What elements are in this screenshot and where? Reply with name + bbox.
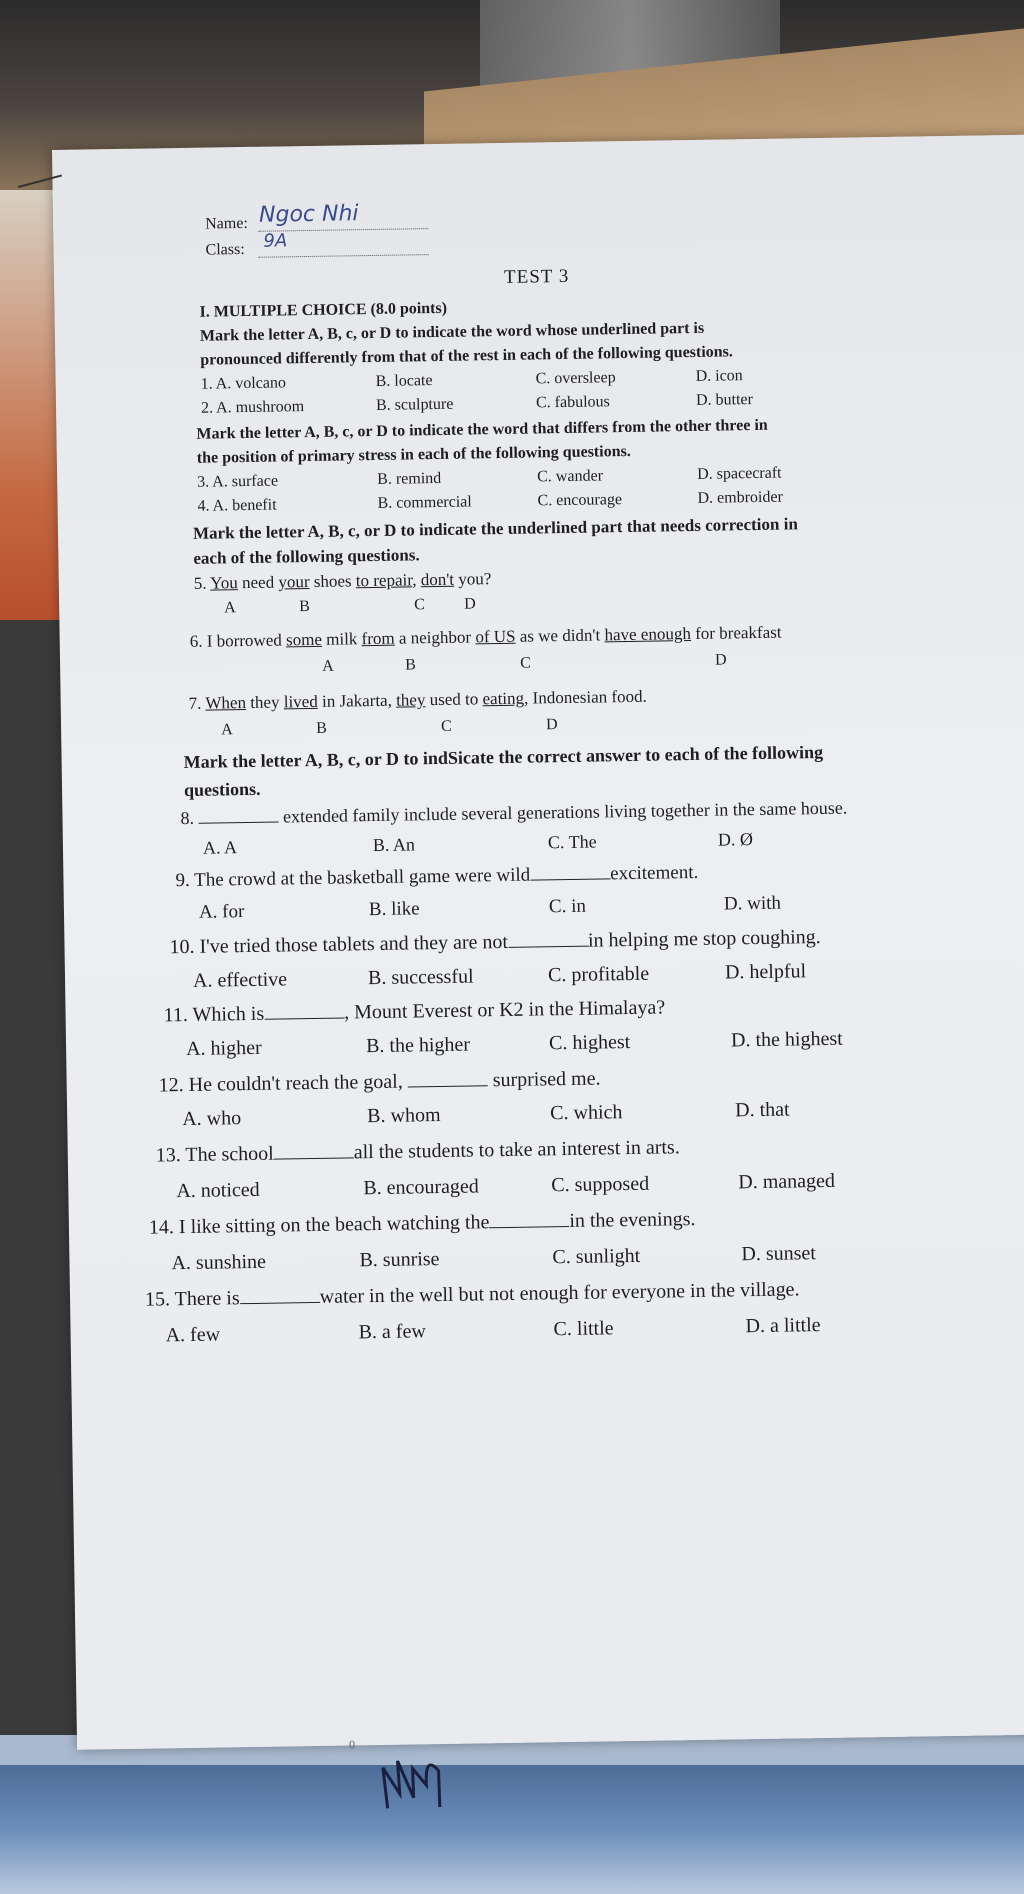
answer-blank: [508, 932, 588, 948]
sentence-text: The school: [185, 1142, 274, 1167]
question-number: 9.: [175, 869, 190, 892]
test-title: TEST 3: [503, 265, 570, 288]
option-b: B. An: [372, 834, 416, 856]
sentence-text: surprised me.: [492, 1067, 601, 1092]
label-d: D: [545, 716, 558, 734]
sentence-text: I borrowed: [206, 630, 287, 651]
answer-blank: [198, 808, 278, 824]
option-c: C. supposed: [551, 1172, 650, 1197]
underlined-part-c: they: [395, 690, 426, 710]
option-b: B. encouraged: [363, 1175, 480, 1200]
underlined-part-b: your: [278, 572, 310, 592]
underlined-part-d: don't: [420, 569, 455, 590]
question-number: 8.: [180, 807, 195, 829]
answer-blank: [530, 864, 610, 880]
option-d: D. spacecraft: [697, 464, 782, 483]
class-value: 9A: [263, 230, 288, 252]
label-b: B: [299, 598, 311, 616]
sentence-text: I've tried those tablets and they are not: [199, 930, 509, 958]
option-c: C. The: [547, 831, 597, 853]
option-b: B. locate: [375, 372, 433, 390]
sentence-text: all the students to take an interest in arts.: [353, 1136, 680, 1164]
question-number: 7.: [188, 693, 202, 713]
option-b: B. like: [368, 898, 420, 921]
label-d: D: [464, 595, 476, 613]
option-c: C. oversleep: [535, 369, 616, 388]
answer-blank: [408, 1071, 488, 1087]
underlined-part-a: When: [205, 693, 247, 713]
sentence-text: He couldn't reach the goal,: [188, 1070, 403, 1096]
page-number: 0: [348, 1737, 356, 1752]
label-c: C: [440, 717, 452, 735]
option-b: B. commercial: [377, 493, 472, 512]
label-b: B: [404, 656, 416, 674]
class-line: [259, 254, 429, 258]
sentence-text: used to: [425, 689, 483, 710]
option-a: A. who: [182, 1107, 242, 1131]
question-number: 4.: [197, 497, 210, 515]
section-heading: I. MULTIPLE CHOICE (8.0 points): [199, 299, 448, 321]
question-sentence: [180, 798, 847, 829]
question-number: 10.: [169, 935, 195, 959]
sentence-text: milk: [321, 629, 362, 649]
option-d: D. icon: [695, 367, 743, 385]
name-value: Ngoc Nhi: [258, 201, 359, 228]
underlined-part-c: of US: [475, 626, 516, 647]
instruction-correction-1: Mark the letter A, B, c, or D to indicate the underlined part that needs correction in: [192, 514, 798, 543]
sentence-text: The crowd at the basketball game were wild: [193, 864, 531, 891]
question-number: 1.: [200, 375, 213, 393]
sentence-text: need: [237, 572, 279, 593]
sentence-text: shoes: [309, 571, 356, 592]
question-number: 6.: [189, 631, 203, 651]
label-a: A: [322, 657, 334, 675]
instruction-pronunciation-1: Mark the letter A, B, c, or D to indicate the word whose underlined part is: [199, 319, 705, 345]
option-a: A. few: [165, 1323, 221, 1347]
option-c: C. encourage: [537, 491, 623, 510]
sentence-text: Which is: [192, 1002, 265, 1026]
option-d: D. with: [723, 892, 782, 915]
option-b: B. remind: [377, 469, 442, 488]
question-sentence: [149, 1208, 696, 1240]
instruction-stress-2: the position of primary stress in each of the following questions.: [196, 442, 631, 467]
option-a: A. benefit: [212, 496, 277, 515]
question-number: 15.: [144, 1288, 171, 1311]
question-sentence: [156, 1136, 680, 1167]
sentence-text: , Mount Everest or K2 in the Himalaya?: [343, 996, 666, 1024]
option-d: D. butter: [695, 391, 754, 409]
option-b: B. whom: [367, 1104, 441, 1128]
question-number: 2.: [200, 399, 214, 417]
option-c: C. wander: [537, 467, 604, 486]
instruction-correction-2: each of the following questions.: [193, 545, 420, 568]
background-bottom: [0, 1735, 1024, 1894]
option-b: B. sculpture: [375, 395, 454, 414]
option-b: B. sunrise: [359, 1248, 440, 1272]
question-number: 5.: [193, 573, 207, 593]
question-number: 3.: [197, 473, 210, 491]
sentence-text: as we didn't: [515, 625, 605, 646]
underlined-part-d: eating: [482, 688, 525, 709]
option-b: B. a few: [358, 1320, 426, 1344]
option-c: C. fabulous: [535, 393, 610, 412]
option-b: B. the higher: [365, 1033, 471, 1058]
instruction-answer-1: Mark the letter A, B, c, or D to indSicate the correct answer to each of the following: [183, 741, 824, 773]
sentence-text: they: [245, 692, 284, 713]
test-sheet: [52, 135, 1024, 1750]
option-a: A. surface: [212, 472, 279, 491]
label-c: C: [519, 654, 531, 672]
answer-blank: [274, 1143, 354, 1159]
question-sentence: [169, 926, 821, 959]
option-d: D. Ø: [717, 829, 754, 850]
sentence-text: you?: [453, 569, 492, 589]
instruction-answer-2: questions.: [183, 778, 261, 801]
sentence-text: a neighbor: [394, 627, 476, 648]
option-d: D. embroider: [697, 488, 783, 507]
answer-blank: [489, 1212, 569, 1228]
question-number: 14.: [148, 1216, 175, 1239]
option-a: A. for: [198, 901, 245, 923]
question-sentence: [189, 687, 647, 714]
option-c: C. little: [553, 1317, 614, 1341]
name-label: Name:: [205, 214, 248, 233]
sentence-text: water in the well but not enough for everyone in the village.: [319, 1278, 800, 1308]
option-a: A. sunshine: [171, 1250, 267, 1275]
sentence-text: ,: [412, 570, 421, 590]
option-c: C. in: [548, 895, 587, 918]
underlined-part-b: lived: [283, 691, 318, 712]
option-a: A. mushroom: [215, 398, 305, 417]
sentence-text: in Jakarta,: [317, 690, 397, 711]
underlined-part-a: some: [285, 629, 323, 650]
question-number: 11.: [163, 1003, 189, 1027]
label-c: C: [414, 596, 425, 614]
sentence-text: There is: [174, 1287, 240, 1311]
sentence-text: extended family include several generations living together in the same house.: [282, 797, 848, 827]
question-sentence: [145, 1278, 800, 1311]
question-sentence: [194, 569, 492, 594]
option-a: A. A: [202, 837, 238, 858]
question-number: 13.: [155, 1144, 181, 1167]
option-d: D. the highest: [730, 1027, 843, 1052]
answer-blank: [264, 1004, 344, 1020]
option-a: A. noticed: [176, 1178, 260, 1203]
question-sentence: [159, 1068, 601, 1098]
instruction-stress-1: Mark the letter A, B, c, or D to indicate the word that differs from the other three in: [196, 416, 768, 443]
option-d: D. managed: [738, 1169, 836, 1194]
option-c: C. profitable: [547, 962, 650, 987]
option-d: D. sunset: [741, 1242, 817, 1266]
option-d: D. helpful: [724, 960, 807, 984]
option-a: A. effective: [192, 968, 288, 992]
label-a: A: [224, 599, 236, 617]
question-sentence: [175, 862, 698, 892]
underlined-part-c: to repair: [355, 570, 413, 591]
underlined-part-d: have enough: [604, 624, 692, 645]
option-d: D. that: [734, 1098, 790, 1122]
option-c: C. sunlight: [552, 1244, 641, 1269]
sentence-text: for breakfast: [690, 622, 782, 644]
question-number: 12.: [158, 1074, 184, 1097]
instruction-pronunciation-2: pronounced differently from that of the rest in each of the following questions.: [200, 343, 733, 369]
question-sentence: [190, 623, 782, 652]
sentence-text: excitement.: [610, 861, 699, 885]
option-b: B. successful: [367, 965, 474, 990]
option-d: D. a little: [745, 1314, 821, 1338]
option-a: A. volcano: [215, 374, 287, 393]
underlined-part-a: You: [210, 573, 238, 593]
sentence-text: in helping me stop coughing.: [587, 926, 821, 952]
label-b: B: [315, 719, 327, 737]
label-d: D: [714, 651, 727, 669]
question-sentence: [163, 996, 665, 1027]
underlined-part-b: from: [361, 628, 395, 649]
class-label: Class:: [205, 240, 245, 259]
sentence-text: in the evenings.: [569, 1208, 696, 1233]
option-c: C. which: [550, 1101, 623, 1125]
answer-blank: [240, 1288, 320, 1304]
sentence-text: I like sitting on the beach watching the: [178, 1211, 490, 1239]
option-a: A. higher: [185, 1036, 262, 1061]
option-c: C. highest: [548, 1031, 631, 1055]
sentence-text: , Indonesian food.: [523, 686, 647, 708]
label-a: A: [220, 721, 233, 739]
